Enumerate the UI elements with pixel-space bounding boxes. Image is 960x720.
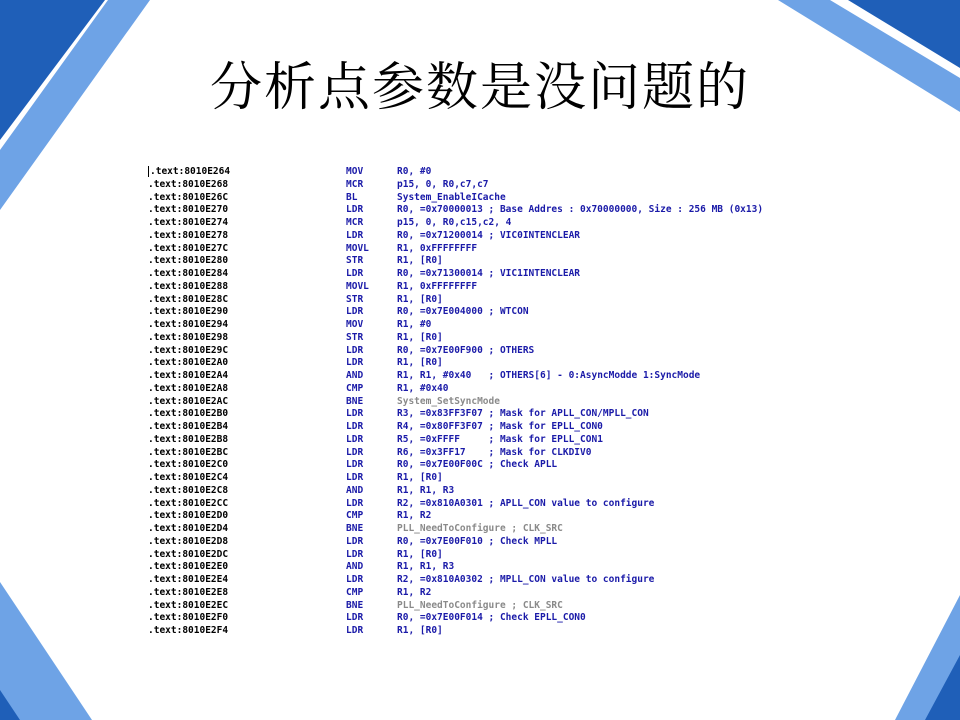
code-address-text: .text:8010E298 <box>148 331 229 343</box>
code-mnemonic: LDR <box>346 433 364 445</box>
code-line <box>148 600 838 613</box>
code-comment: ; Check MPLL <box>482 535 558 547</box>
code-address-text: .text:8010E2E4 <box>148 574 229 585</box>
code-mnemonic: BL <box>346 191 358 203</box>
code-address-text: .text:8010E274 <box>148 217 229 228</box>
code-address-text: .text:8010E2C4 <box>148 472 229 483</box>
code-line <box>148 523 838 536</box>
code-address-text: .text:8010E2C0 <box>148 459 229 471</box>
code-address[interactable] <box>148 294 346 307</box>
code-address[interactable] <box>148 625 346 638</box>
code-comment: ; VIC1INTENCLEAR <box>482 268 581 279</box>
text-cursor <box>148 166 149 177</box>
code-comment: ; WTCON <box>482 306 529 318</box>
code-comment: ; Mask for CLKDIV0 <box>465 446 592 458</box>
code-line <box>148 306 838 319</box>
code-address-text: .text:8010E270 <box>148 204 229 216</box>
code-mnemonic: STR <box>346 255 364 267</box>
code-address[interactable] <box>148 421 346 434</box>
code-address-text: .text:8010E2AC <box>148 395 229 407</box>
code-line <box>148 370 838 383</box>
code-operands: R0, =0x71200014 <box>397 229 483 241</box>
code-mnemonic: LDR <box>346 446 364 458</box>
code-address-text: .text:8010E2BC <box>148 446 229 458</box>
code-address-text: .text:8010E268 <box>148 178 229 190</box>
code-line <box>148 383 838 396</box>
code-operands: R1, 0xFFFFFFFF <box>397 280 478 292</box>
code-mnemonic: LDR <box>346 344 364 356</box>
code-operands: R2, =0x810A0302 <box>397 574 483 585</box>
code-mnemonic: LDR <box>346 204 364 216</box>
code-address-text: .text:8010E288 <box>148 280 229 292</box>
code-mnemonic: MOVL <box>346 280 369 292</box>
code-mnemonic: LDR <box>346 625 364 636</box>
code-mnemonic: LDR <box>346 574 364 585</box>
code-mnemonic: STR <box>346 293 364 305</box>
code-comment: ; OTHERS <box>482 344 535 356</box>
code-mnemonic: LDR <box>346 612 364 624</box>
code-address-text: .text:8010E2A8 <box>148 382 229 394</box>
code-address-text: .text:8010E264 <box>150 166 231 177</box>
code-operands: R1, #0x40 <box>397 382 449 394</box>
code-operands: R3, =0x83FF3F07 <box>397 408 483 420</box>
code-operands: R1, 0xFFFFFFFF <box>397 242 478 254</box>
code-mnemonic: AND <box>346 370 364 381</box>
code-mnemonic: LDR <box>346 268 364 279</box>
code-address-text: .text:8010E2C8 <box>148 484 229 496</box>
code-address-text: .text:8010E2DC <box>148 548 229 560</box>
code-mnemonic: LDR <box>346 408 364 420</box>
code-line <box>148 243 838 256</box>
code-address[interactable] <box>148 179 346 192</box>
code-line <box>148 485 838 498</box>
band-bottom-left-light <box>0 582 92 720</box>
code-address[interactable] <box>148 536 346 549</box>
code-address-text: .text:8010E29C <box>148 344 229 356</box>
code-line <box>148 510 838 523</box>
code-address[interactable] <box>148 510 346 523</box>
code-address-text: .text:8010E2B0 <box>148 408 229 420</box>
code-line <box>148 166 838 179</box>
code-operands: R1, [R0] <box>397 472 443 483</box>
code-address-text: .text:8010E284 <box>148 268 229 279</box>
code-mnemonic: MOV <box>346 166 364 177</box>
code-comment: ; Base Addres : 0x70000000, Size : 256 MB (0x13) <box>482 204 764 216</box>
code-mnemonic: LDR <box>346 535 364 547</box>
code-address-text: .text:8010E290 <box>148 306 229 318</box>
code-address[interactable] <box>148 396 346 409</box>
code-address[interactable] <box>148 370 346 383</box>
code-address-text: .text:8010E2E8 <box>148 586 229 598</box>
code-address[interactable] <box>148 434 346 447</box>
code-comment: ; Check EPLL_CON0 <box>482 612 586 624</box>
code-operands: R1, [R0] <box>397 293 443 305</box>
code-address-text: .text:8010E26C <box>148 191 229 203</box>
code-address[interactable] <box>148 345 346 358</box>
code-line <box>148 561 838 574</box>
code-address[interactable] <box>148 357 346 370</box>
code-operands: R0, =0x7E00F010 <box>397 535 483 547</box>
code-mnemonic: LDR <box>346 459 364 471</box>
code-address-text: .text:8010E2A0 <box>148 357 229 369</box>
code-comment: ; Check APLL <box>482 459 558 471</box>
code-operands: R2, =0x810A0301 <box>397 497 483 509</box>
code-address[interactable] <box>148 561 346 574</box>
code-mnemonic: LDR <box>346 472 364 483</box>
code-address[interactable] <box>148 498 346 511</box>
code-address[interactable] <box>148 574 346 587</box>
code-mnemonic: LDR <box>346 548 364 560</box>
code-address-text: .text:8010E2CC <box>148 497 229 509</box>
code-line <box>148 319 838 332</box>
code-operands: R0, #0 <box>397 166 432 177</box>
code-address[interactable] <box>148 192 346 205</box>
code-mnemonic: MOVL <box>346 242 369 254</box>
code-address-text: .text:8010E27C <box>148 242 229 254</box>
code-address-text: .text:8010E2F0 <box>148 612 229 624</box>
code-operands: R5, =0xFFFF <box>397 433 460 445</box>
code-operands: R1, [R0] <box>397 548 443 560</box>
code-line <box>148 179 838 192</box>
code-operands: R0, =0x7E004000 <box>397 306 483 318</box>
code-operands: R1, #0 <box>397 319 432 330</box>
code-mnemonic: BNE <box>346 599 364 611</box>
code-address[interactable] <box>148 447 346 460</box>
code-comment: ; Mask for EPLL_CON0 <box>482 421 603 432</box>
code-mnemonic: BNE <box>346 523 364 534</box>
code-address[interactable] <box>148 255 346 268</box>
code-line <box>148 498 838 511</box>
code-operands: R0, =0x71300014 <box>397 268 483 279</box>
code-address[interactable] <box>148 268 346 281</box>
code-comment: ; VIC0INTENCLEAR <box>482 229 581 241</box>
code-line <box>148 447 838 460</box>
code-address-text: .text:8010E294 <box>148 319 229 330</box>
code-operands: R6, =0x3FF17 <box>397 446 466 458</box>
code-line <box>148 408 838 421</box>
code-line <box>148 192 838 205</box>
code-branch-target[interactable]: PLL_NeedToConfigure ; CLK_SRC <box>397 523 563 534</box>
code-address[interactable] <box>148 243 346 256</box>
code-mnemonic: AND <box>346 484 364 496</box>
code-line <box>148 281 838 294</box>
code-mnemonic: CMP <box>346 382 364 394</box>
code-address-text: .text:8010E2F4 <box>148 625 229 636</box>
code-operands: R1, [R0] <box>397 357 443 369</box>
code-address-text: .text:8010E2D4 <box>148 523 229 534</box>
code-line <box>148 421 838 434</box>
code-line <box>148 357 838 370</box>
code-line <box>148 255 838 268</box>
code-line <box>148 217 838 230</box>
code-operands: R1, [R0] <box>397 331 443 343</box>
code-address[interactable] <box>148 306 346 319</box>
code-line <box>148 574 838 587</box>
code-comment: ; MPLL_CON value to configure <box>482 574 655 585</box>
code-operands: R1, R1, R3 <box>397 561 455 573</box>
code-address[interactable] <box>148 217 346 230</box>
code-comment: ; APLL_CON value to configure <box>482 497 655 509</box>
code-address-text: .text:8010E280 <box>148 255 229 267</box>
code-mnemonic: MOV <box>346 319 364 330</box>
code-operands: R1, R2 <box>397 586 432 598</box>
code-operands: R0, =0x7E00F00C <box>397 459 483 471</box>
code-line <box>148 536 838 549</box>
code-mnemonic: LDR <box>346 306 364 318</box>
code-operands: p15, 0, R0,c7,c7 <box>397 178 489 190</box>
code-mnemonic: CMP <box>346 586 364 598</box>
code-operands: R1, [R0] <box>397 255 443 267</box>
code-line <box>148 230 838 243</box>
code-line <box>148 332 838 345</box>
code-line <box>148 434 838 447</box>
code-address-text: .text:8010E2B8 <box>148 433 229 445</box>
code-operands: p15, 0, R0,c15,c2, 4 <box>397 217 512 228</box>
code-operands: R1, R1, R3 <box>397 484 455 496</box>
code-comment: ; OTHERS[6] - 0:AsyncModde 1:SyncMode <box>471 370 701 381</box>
code-operands: System_EnableICache <box>397 191 506 203</box>
code-address-text: .text:8010E2A4 <box>148 370 229 381</box>
code-line <box>148 472 838 485</box>
code-line <box>148 268 838 281</box>
code-address-text: .text:8010E2B4 <box>148 421 229 432</box>
code-address[interactable] <box>148 281 346 294</box>
code-address[interactable] <box>148 332 346 345</box>
code-operands: R1, [R0] <box>397 625 443 636</box>
code-line <box>148 294 838 307</box>
code-address-text: .text:8010E2D0 <box>148 510 229 522</box>
code-comment: ; Mask for EPLL_CON1 <box>459 433 603 445</box>
code-address-text: .text:8010E2EC <box>148 599 229 611</box>
code-address-text: .text:8010E2D8 <box>148 535 229 547</box>
code-line <box>148 345 838 358</box>
code-address-text: .text:8010E28C <box>148 293 229 305</box>
code-mnemonic: LDR <box>346 357 364 369</box>
code-address[interactable] <box>148 549 346 562</box>
code-mnemonic: BNE <box>346 395 364 407</box>
code-address[interactable] <box>148 230 346 243</box>
code-line <box>148 612 838 625</box>
code-address[interactable] <box>148 166 346 179</box>
code-operands: R0, =0x70000013 <box>397 204 483 216</box>
code-line <box>148 396 838 409</box>
code-address[interactable] <box>148 587 346 600</box>
code-address-text: .text:8010E2E0 <box>148 561 229 573</box>
code-mnemonic: MCR <box>346 178 364 190</box>
code-address[interactable] <box>148 523 346 536</box>
code-line <box>148 549 838 562</box>
code-address[interactable] <box>148 204 346 217</box>
code-address-text: .text:8010E278 <box>148 229 229 241</box>
code-operands: R0, =0x7E00F900 <box>397 344 483 356</box>
code-line <box>148 587 838 600</box>
code-address[interactable] <box>148 612 346 625</box>
code-operands: R4, =0x80FF3F07 <box>397 421 483 432</box>
disassembly-listing <box>148 166 838 638</box>
code-address[interactable] <box>148 472 346 485</box>
code-mnemonic: LDR <box>346 229 364 241</box>
code-address[interactable] <box>148 485 346 498</box>
code-mnemonic: LDR <box>346 497 364 509</box>
code-line <box>148 204 838 217</box>
code-address[interactable] <box>148 459 346 472</box>
code-address[interactable] <box>148 600 346 613</box>
code-line <box>148 459 838 472</box>
code-address[interactable] <box>148 383 346 396</box>
code-comment: ; Mask for APLL_CON/MPLL_CON <box>482 408 649 420</box>
code-mnemonic: MCR <box>346 217 364 228</box>
code-branch-target[interactable]: PLL_NeedToConfigure ; CLK_SRC <box>397 599 563 611</box>
code-operands: R1, R1, #0x40 <box>397 370 472 381</box>
code-mnemonic: LDR <box>346 421 364 432</box>
code-line <box>148 625 838 638</box>
code-address[interactable] <box>148 408 346 421</box>
code-mnemonic: STR <box>346 331 364 343</box>
code-mnemonic: AND <box>346 561 364 573</box>
code-operands: R1, R2 <box>397 510 432 522</box>
code-address[interactable] <box>148 319 346 332</box>
slide-title: 分析点参数是没问题的 <box>209 58 750 118</box>
code-operands: R0, =0x7E00F014 <box>397 612 483 624</box>
code-branch-target[interactable]: System_SetSyncMode <box>397 395 500 407</box>
code-mnemonic: CMP <box>346 510 364 522</box>
